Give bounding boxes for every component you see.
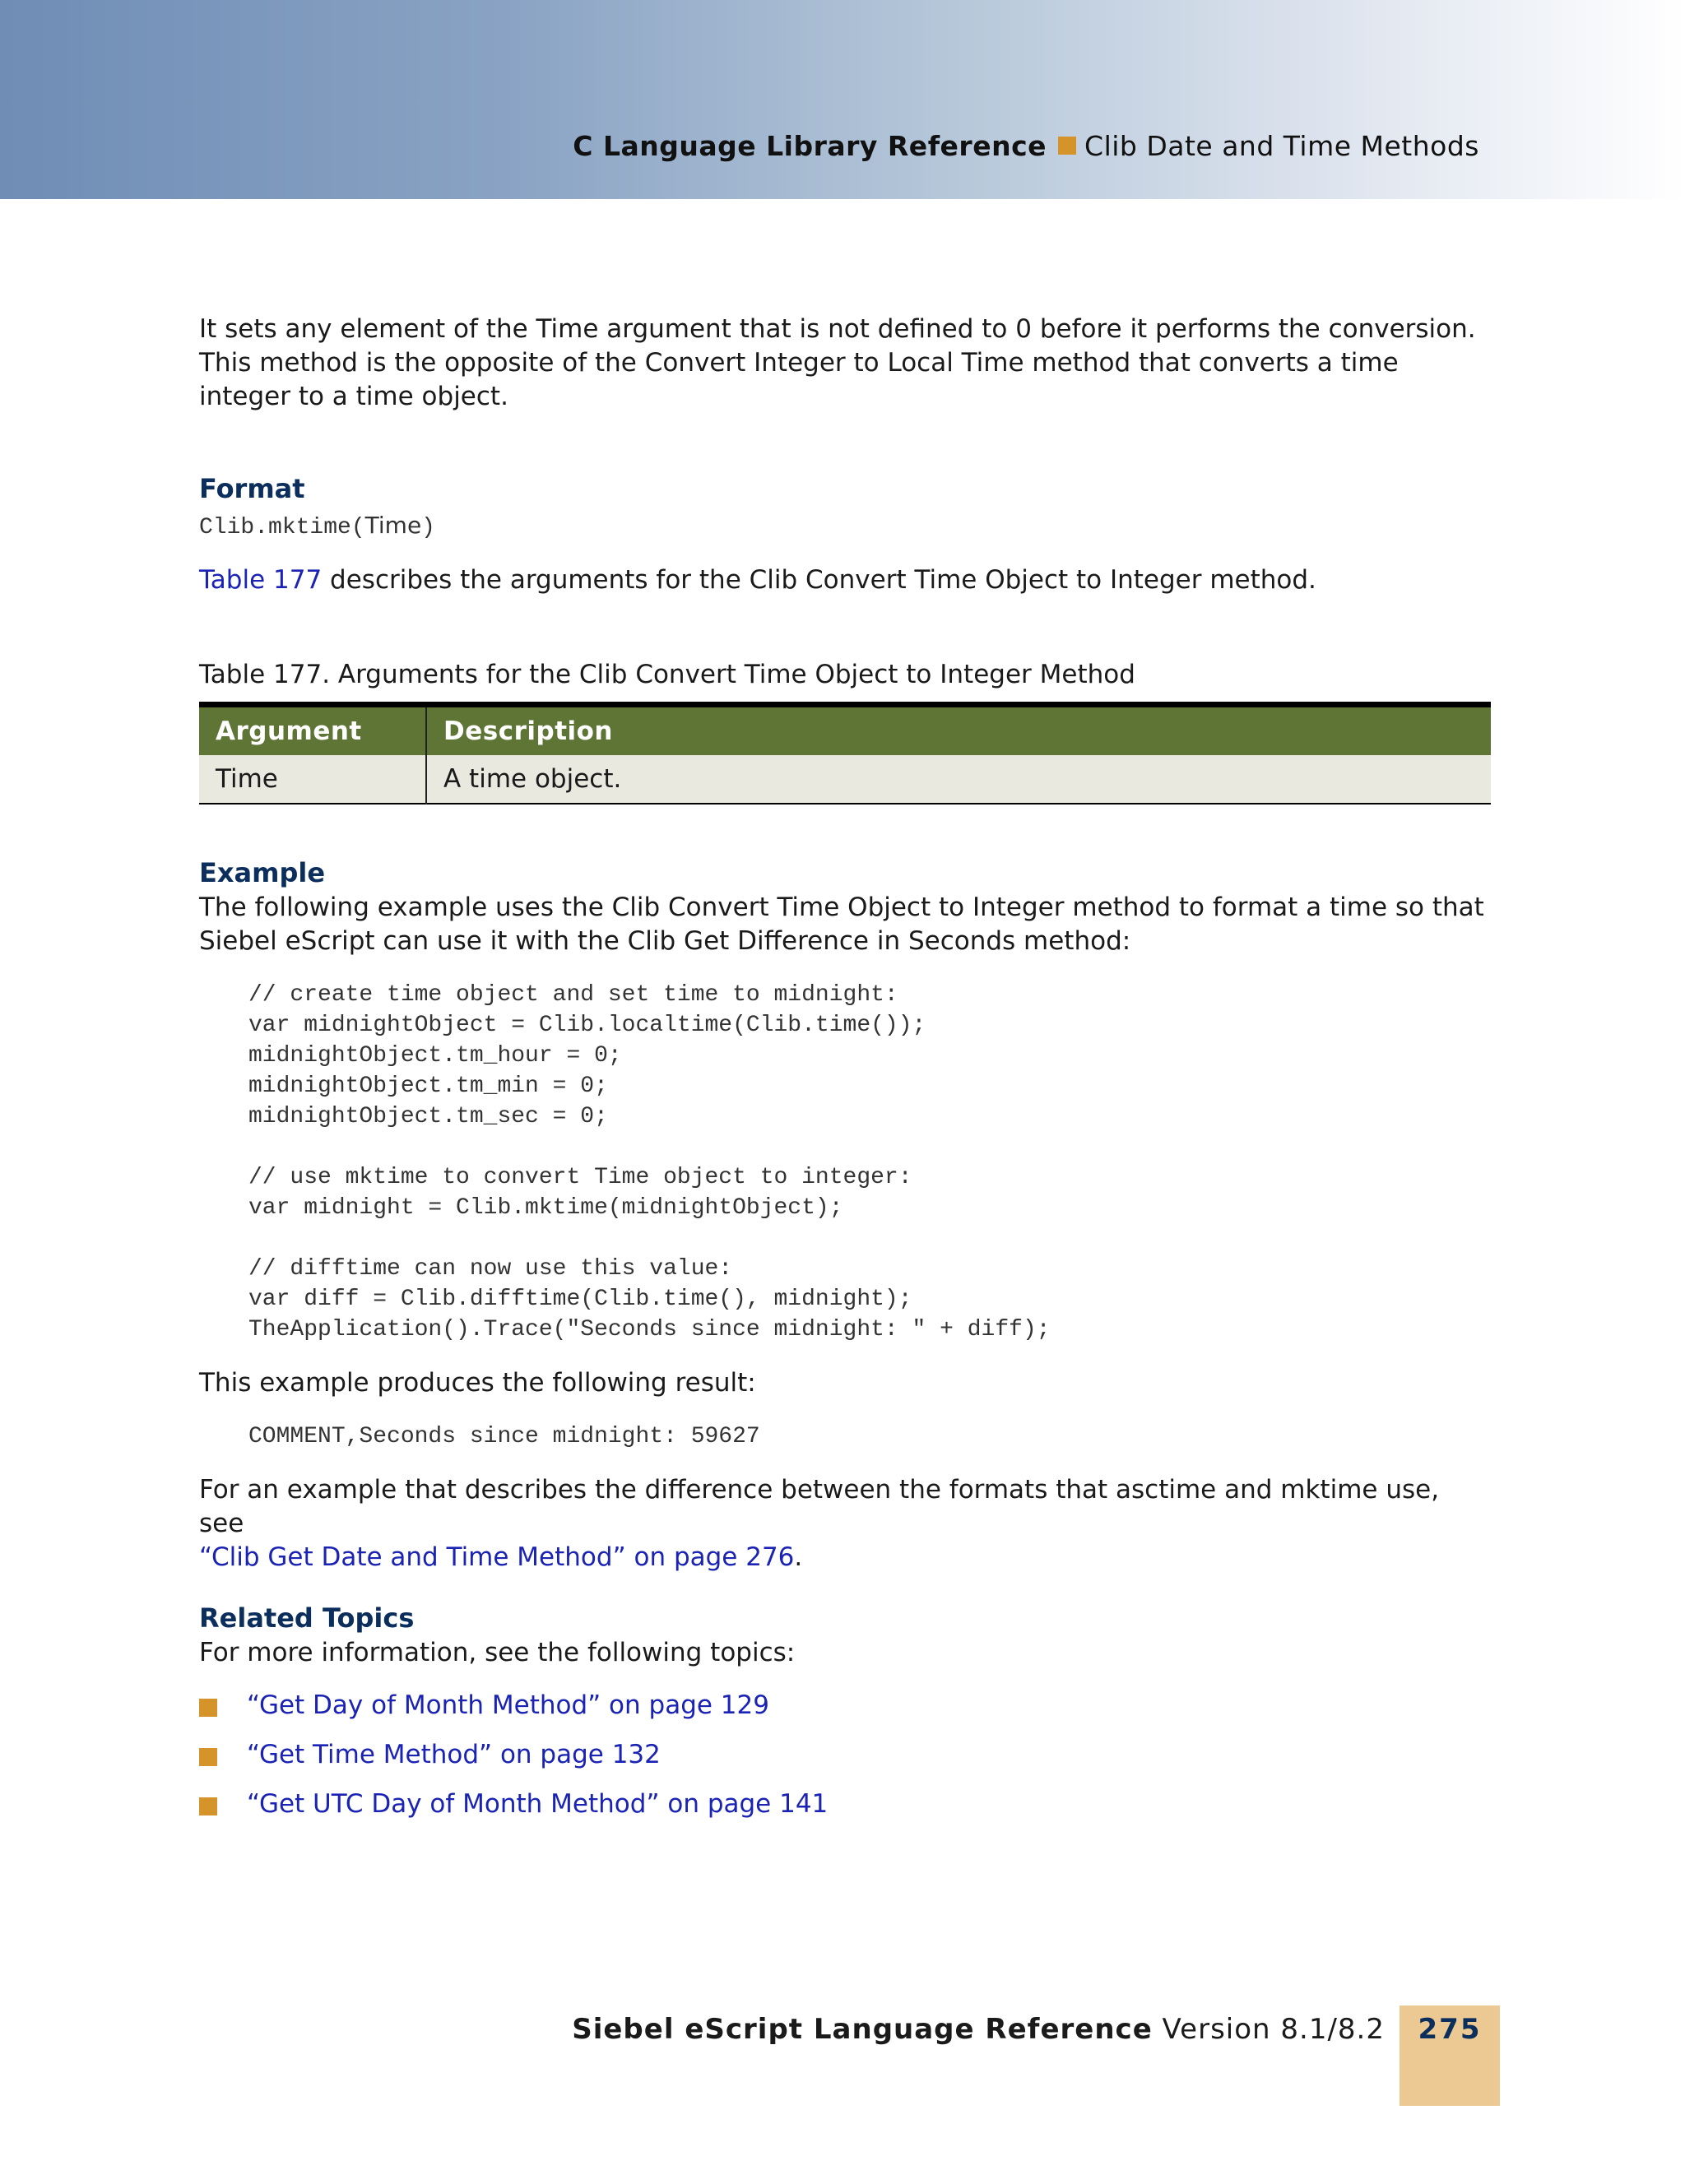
running-footer <box>572 2013 1385 2046</box>
result-intro: This example produces the following result: <box>199 1368 756 1398</box>
related-link-get-day-of-month[interactable]: “Get Day of Month Method” on page 129 <box>247 1690 769 1720</box>
square-bullet-icon <box>199 1699 217 1717</box>
book-version: Version 8.1/8.2 <box>1152 2013 1385 2046</box>
header-band <box>0 0 1685 199</box>
table-177-link[interactable]: Table 177 <box>199 565 323 595</box>
book-title: Siebel eScript Language Reference <box>572 2013 1153 2046</box>
running-header <box>573 130 1479 162</box>
cell-description: A time object. <box>426 755 1491 804</box>
related-link-get-utc-day-of-month[interactable]: “Get UTC Day of Month Method” on page 141 <box>247 1789 829 1819</box>
page-number-box <box>1400 2005 1500 2106</box>
square-bullet-icon <box>199 1797 217 1815</box>
related-topics-intro: For more information, see the following topics: <box>199 1638 796 1667</box>
example-code-block: // create time object and set time to midnight: var midnightObject = Clib.localtime(Clib.time()); midnightObject.tm_hour = 0; midnightObject.tm_min = 0; midnightObject.tm_sec = 0; // use mktime to convert Time object to integer: var midnight = Clib.mktime(midnightObject); // difftime can now use this value: var diff = Clib.difftime(Clib.time(), midnight); TheApplication().Trace("Seconds since midnight: " + diff); <box>248 982 1051 1342</box>
table-reference-paragraph: Table 177 describes the arguments for the Clib Convert Time Object to Integer method. <box>199 565 1316 595</box>
example-description: The following example uses the Clib Convert Time Object to Integer method to format a time so that Siebel eScript can use it with the Clib Get Difference in Seconds method: <box>199 893 1484 956</box>
table-caption: Table 177. Arguments for the Clib Convert Time Object to Integer Method <box>199 660 1135 689</box>
arguments-table <box>199 702 1491 805</box>
chapter-title: C Language Library Reference <box>573 130 1047 162</box>
section-title: Clib Date and Time Methods <box>1084 130 1479 162</box>
cell-argument: Time <box>199 755 426 804</box>
related-link-get-time[interactable]: “Get Time Method” on page 132 <box>247 1740 661 1769</box>
square-bullet-icon <box>199 1748 217 1766</box>
table-header-row <box>199 705 1491 756</box>
example-heading: Example <box>199 857 326 888</box>
column-header-argument: Argument <box>199 705 426 756</box>
result-code-block: COMMENT,Seconds since midnight: 59627 <box>248 1424 760 1449</box>
square-bullet-icon <box>1058 137 1076 155</box>
format-code: Clib.mktime(Time) <box>199 512 435 540</box>
format-heading: Format <box>199 473 305 504</box>
table-row <box>199 755 1491 804</box>
intro-paragraph: It sets any element of the Time argument that is not defined to 0 before it performs the conversion. This method is the opposite of the Convert Integer to Local Time method that converts a time integer to a time object. <box>199 314 1476 411</box>
related-topics-heading: Related Topics <box>199 1602 415 1634</box>
page-number: 275 <box>1418 2013 1482 2046</box>
see-also-paragraph: For an example that describes the difference between the formats that asctime and mktime use, see “Clib Get Date and Time Method” on page 276. <box>199 1475 1440 1572</box>
clib-get-date-time-link[interactable]: “Clib Get Date and Time Method” on page 276 <box>199 1542 795 1572</box>
column-header-description: Description <box>426 705 1491 756</box>
